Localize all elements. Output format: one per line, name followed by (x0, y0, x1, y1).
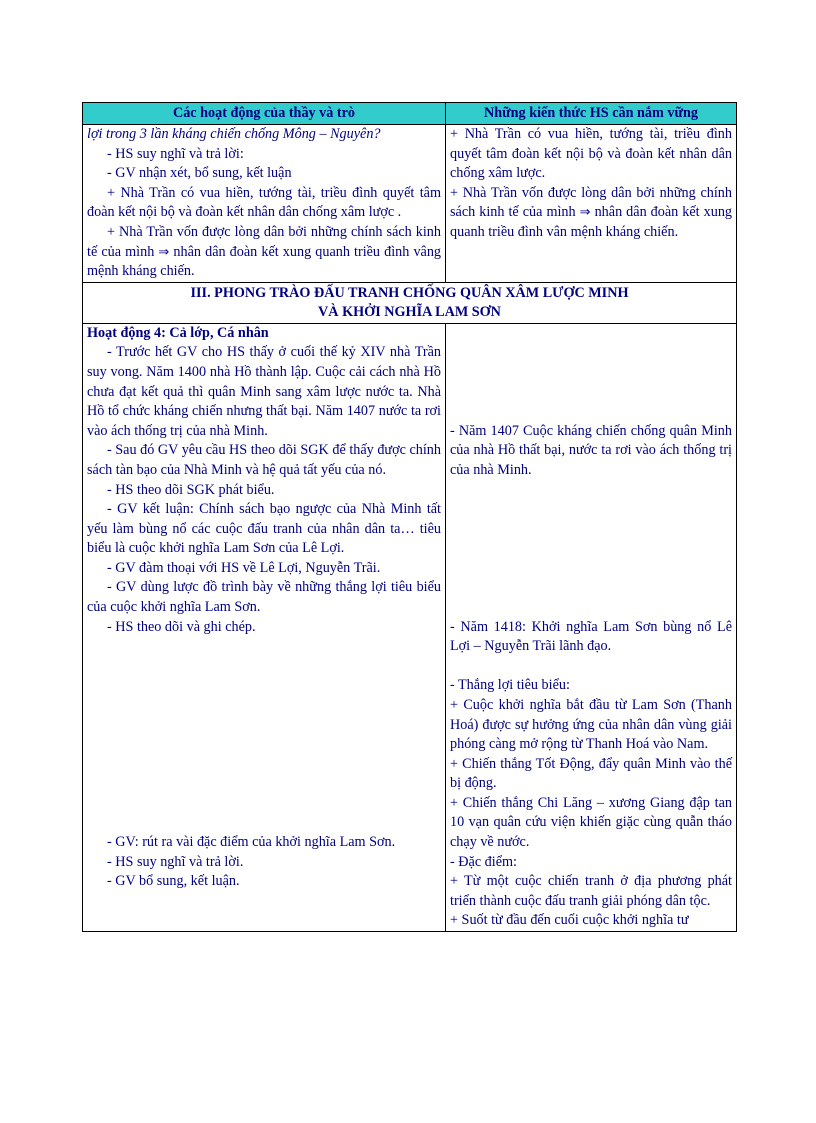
table-row-activity-4 (83, 323, 737, 931)
implies-arrow-icon: ⇒ (158, 244, 170, 260)
activity-title: Hoạt động 4: Cả lớp, Cá nhân (87, 324, 269, 341)
teacher-conclusion-text: - GV nhận xét, bổ sung, kết luận (107, 165, 292, 182)
lesson-table (82, 102, 737, 932)
knowledge-point: + Chiến thắng Tốt Động, đẩy quân Minh vào thế bị động. (450, 755, 732, 792)
activity-paragraph: - HS theo dõi và ghi chép. (107, 618, 256, 635)
table-header-row (83, 103, 737, 125)
row2-right-cell (446, 323, 737, 931)
section-heading-line1: III. PHONG TRÀO ĐẤU TRANH CHỐNG QUÂN XÂM LƯỢC MINH (190, 284, 629, 301)
section-heading-row (83, 282, 737, 323)
section-heading-line2: VÀ KHỞI NGHĨA LAM SƠN (318, 303, 501, 320)
point-text-part: + Nhà Trần vốn được lòng dân bởi những chính sách kinh tế của mình (87, 223, 441, 260)
knowledge-point (450, 184, 732, 243)
header-left: Các hoạt động của thầy và trò (83, 103, 446, 125)
point-text: + Nhà Trần có vua hiền, tướng tài, triều đình quyết tâm đoàn kết nội bộ và đoàn kết nhân dân chống xâm lược . (87, 184, 441, 221)
implies-arrow-icon: ⇒ (579, 205, 591, 221)
row1-right-cell (446, 125, 737, 283)
activity-paragraph: - GV đàm thoại với HS về Lê Lợi, Nguyễn Trãi. (107, 559, 381, 576)
section-heading (83, 282, 737, 323)
spacer (450, 657, 732, 677)
table-row-review (83, 125, 737, 283)
knowledge-point: - Thắng lợi tiêu biểu: (450, 677, 570, 694)
knowledge-point: + Cuộc khởi nghĩa bắt đầu từ Lam Sơn (Thanh Hoá) được sự hưởng ứng của nhân dân vùng giải phóng càng mở rộng từ Thanh Hoá vào Nam. (450, 696, 732, 753)
activity-paragraph: - HS theo dõi SGK phát biểu. (107, 481, 275, 498)
point-text (87, 223, 441, 282)
spacer (87, 892, 441, 912)
point-text-part: nhân dân đoàn kết xung quanh triều đình vâng mệnh kháng chiến. (87, 243, 442, 280)
activity-paragraph: - HS suy nghĩ và trả lời. (107, 853, 244, 870)
spacer (87, 637, 441, 833)
question-text: lợi trong 3 lần kháng chiến chống Mông – Nguyên? (87, 126, 381, 142)
knowledge-point: + Suốt từ đầu đến cuối cuộc khởi nghĩa tư (450, 912, 689, 929)
row2-left-cell (83, 323, 446, 931)
knowledge-point: + Từ một cuộc chiến tranh ở địa phương phát triển thành cuộc đấu tranh giải phóng dân tộc. (450, 873, 732, 909)
activity-paragraph: - GV kết luận: Chính sách bạo ngược của Nhà Minh tất yếu làm bùng nổ các cuộc đấu tranh của nhân dân ta… tiêu biểu là cuộc khởi nghĩa Lam Sơn của Lê Lợi. (87, 501, 441, 557)
activity-paragraph: - GV: rút ra vài đặc điểm của khởi nghĩa Lam Sơn. (107, 834, 396, 851)
knowledge-point: + Chiến thắng Chi Lăng – xương Giang đập tan 10 vạn quân cứu viện khiến giặc cùng quẫn tháo chạy về nước. (450, 794, 732, 851)
activity-paragraph: - GV bổ sung, kết luận. (107, 873, 240, 890)
header-right: Những kiến thức HS cần nắm vững (446, 103, 737, 125)
knowledge-part: + Nhà Trần vốn được lòng dân bởi những chính sách kinh tế của mình (450, 184, 732, 221)
student-answer-text: - HS suy nghĩ và trả lời: (107, 145, 244, 162)
activity-paragraph: - GV dùng lược đồ trình bày về những thắng lợi tiêu biểu của cuộc khởi nghĩa Lam Sơn. (87, 579, 441, 616)
knowledge-point: - Năm 1407 Cuộc kháng chiến chống quân Minh của nhà Hồ thất bại, nước ta rơi vào ách thống trị của nhà Minh. (450, 422, 732, 478)
knowledge-part: nhân dân đoàn kết xung quanh triều đình vân mệnh kháng chiến. (450, 204, 733, 240)
activity-paragraph: - Sau đó GV yêu cầu HS theo dõi SGK để thấy được chính sách tàn bạo của Nhà Minh và hệ quả tất yếu của nó. (87, 442, 441, 478)
knowledge-point: + Nhà Trần có vua hiền, tướng tài, triều đình quyết tâm đoàn kết nội bộ và đoàn kết nhân dân chống xâm lược. (450, 126, 732, 182)
knowledge-point: - Đặc điểm: (450, 853, 517, 870)
activity-paragraph: - Trước hết GV cho HS thấy ở cuối thế kỷ XIV nhà Trần suy vong. Năm 1400 nhà Hồ thành lập. Cuộc cải cách nhà Hồ chưa đạt kết quả thì quân Minh sang xâm lược nước ta. Nhà Hồ tổ chức kháng chiến nhưng thất bại. Năm 1407 nước ta rơi vào ách thống trị của nhà Minh. (87, 344, 441, 439)
spacer (450, 481, 732, 618)
lesson-table-container (82, 102, 736, 932)
knowledge-point: - Năm 1418: Khởi nghĩa Lam Sơn bùng nổ Lê Lợi – Nguyễn Trãi lãnh đạo. (450, 618, 732, 655)
spacer (450, 324, 732, 422)
row1-left-cell (83, 125, 446, 283)
